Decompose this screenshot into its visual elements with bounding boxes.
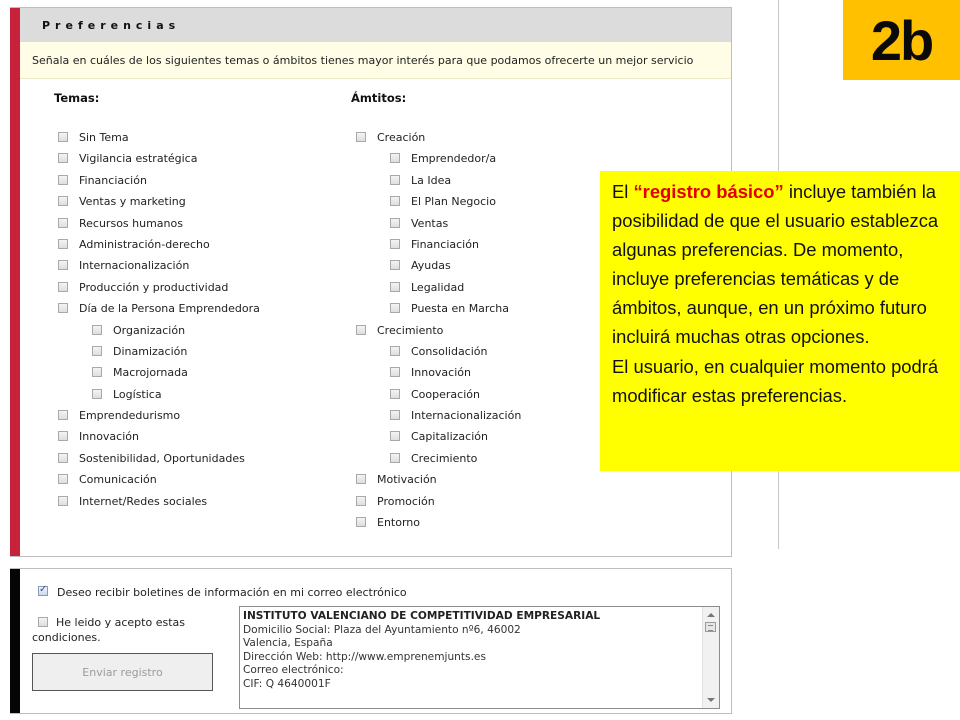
temas-checkbox-label: Sin Tema (79, 131, 129, 144)
explanation-callout (600, 171, 960, 471)
accept-terms-checkbox[interactable] (38, 617, 48, 627)
ambitos-checkbox-item[interactable] (356, 237, 596, 258)
ambitos-checkbox-item[interactable] (356, 216, 596, 237)
callout-paragraph-1 (612, 177, 960, 352)
temas-checkbox-item[interactable] (58, 344, 318, 365)
terms-line: Domicilio Social: Plaza del Ayuntamiento nº6, 46002 (243, 623, 521, 636)
temas-checkbox[interactable] (58, 474, 68, 484)
temas-checkbox-item[interactable] (58, 216, 318, 237)
scroll-thumb[interactable] (705, 622, 716, 632)
ambitos-checkbox[interactable] (356, 517, 366, 527)
temas-checkbox-label: Administración-derecho (79, 237, 210, 251)
ambitos-checkbox-item[interactable] (356, 365, 596, 386)
ambitos-checkbox-label: Puesta en Marcha (411, 302, 509, 316)
temas-checkbox-label: Día de la Persona Emprendedora (79, 302, 260, 316)
ambitos-checkbox-label: Emprendedor/a (411, 152, 497, 166)
temas-checkbox-label: Macrojornada (113, 366, 188, 380)
ambitos-checkbox-item[interactable] (356, 194, 596, 215)
temas-checkbox-label: Dinamización (113, 344, 188, 358)
ambitos-checkbox-label: Internacionalización (411, 409, 522, 423)
ambitos-checkbox[interactable] (390, 453, 400, 463)
accept-terms-option[interactable] (32, 615, 212, 645)
ambitos-checkbox-item[interactable] (356, 301, 596, 322)
ambitos-checkbox[interactable] (390, 431, 400, 441)
ambitos-checkbox-item[interactable] (356, 387, 596, 408)
ambitos-checkbox-item[interactable] (356, 494, 596, 515)
temas-checkbox[interactable] (92, 367, 102, 377)
ambitos-checkbox-item[interactable] (356, 130, 596, 151)
ambitos-checkbox[interactable] (390, 239, 400, 249)
temas-checkbox[interactable] (58, 410, 68, 420)
newsletter-label: Deseo recibir boletines de información en mi correo electrónico (57, 586, 407, 599)
callout-body: incluye también la posibilidad de que el usuario establezca algunas preferencias. De momento, incluye preferencias temáticas y de ámbitos, aunque, en un próximo futuro incluirá muchas otras opciones. (612, 181, 939, 348)
ambitos-checkbox-label: Consolidación (411, 344, 488, 358)
temas-checkbox[interactable] (58, 496, 68, 506)
ambitos-checkbox-item[interactable] (356, 258, 596, 279)
temas-checkbox-label: Logística (113, 387, 162, 401)
preferences-notice (20, 42, 731, 79)
ambitos-checkbox-item[interactable] (356, 280, 596, 301)
temas-checkbox[interactable] (58, 175, 68, 185)
temas-checkbox-list (58, 130, 318, 515)
ambitos-checkbox[interactable] (390, 196, 400, 206)
panel-accent-bar (10, 8, 20, 556)
ambitos-checkbox-item[interactable] (356, 344, 596, 365)
temas-checkbox[interactable] (58, 153, 68, 163)
ambitos-checkbox-label: Ayudas (411, 259, 451, 273)
terms-textarea[interactable] (239, 606, 720, 709)
ambitos-checkbox-item[interactable] (356, 515, 596, 536)
ambitos-checkbox[interactable] (356, 325, 366, 335)
ambitos-checkbox-label: Legalidad (411, 280, 465, 294)
ambitos-checkbox-item[interactable] (356, 323, 596, 344)
terms-line: Valencia, España (243, 637, 333, 650)
ambitos-checkbox-label: Promoción (377, 494, 435, 508)
terms-line: Dirección Web: http://www.emprenemjunts.es (243, 650, 486, 663)
ambitos-checkbox-label: Cooperación (411, 387, 480, 401)
temas-checkbox[interactable] (58, 453, 68, 463)
temas-checkbox-label: Emprendedurismo (79, 409, 181, 423)
ambitos-checkbox-item[interactable] (356, 451, 596, 472)
ambitos-checkbox-list (356, 130, 596, 536)
notice-text: Señala en cuáles de los siguientes temas o ámbitos tienes mayor interés para que podamos ofrecerte un mejor servicio (32, 54, 694, 67)
ambitos-checkbox[interactable] (390, 175, 400, 185)
temas-checkbox-item[interactable] (58, 387, 318, 408)
temas-checkbox-label: Financiación (79, 173, 147, 187)
temas-checkbox-item[interactable] (58, 280, 318, 301)
ambitos-checkbox[interactable] (390, 367, 400, 377)
temas-checkbox-item[interactable] (58, 173, 318, 194)
ambitos-checkbox[interactable] (390, 218, 400, 228)
temas-checkbox-item[interactable] (58, 258, 318, 279)
newsletter-checkbox[interactable] (38, 586, 48, 596)
temas-checkbox[interactable] (58, 282, 68, 292)
terms-line: INSTITUTO VALENCIANO DE COMPETITIVIDAD EMPRESARIAL (243, 610, 601, 622)
temas-checkbox-label: Ventas y marketing (79, 195, 186, 209)
temas-checkbox-item[interactable] (58, 365, 318, 386)
ambitos-checkbox-label: Motivación (377, 473, 437, 487)
temas-checkbox-item[interactable] (58, 408, 318, 429)
ambitos-checkbox-label: Innovación (411, 366, 471, 380)
ambitos-checkbox-item[interactable] (356, 151, 596, 172)
ambitos-checkbox-label: Capitalización (411, 430, 488, 444)
temas-checkbox-item[interactable] (58, 451, 318, 472)
temas-checkbox-item[interactable] (58, 130, 318, 151)
ambitos-checkbox-item[interactable] (356, 472, 596, 493)
panel-header (20, 8, 731, 42)
ambitos-checkbox-label: Creación (377, 131, 426, 144)
temas-checkbox[interactable] (92, 325, 102, 335)
ambitos-checkbox-label: La Idea (411, 173, 452, 187)
ambitos-checkbox-label: Financiación (411, 237, 479, 251)
scroll-down-arrow-icon[interactable] (707, 698, 715, 702)
scroll-up-arrow-icon[interactable] (707, 613, 715, 617)
ambitos-checkbox[interactable] (390, 346, 400, 356)
accept-terms-label: He leido y acepto estas condiciones. (32, 616, 185, 644)
ambitos-heading: Ámtitos: (351, 91, 407, 105)
checkmark-icon: ✓ (39, 584, 48, 595)
ambitos-checkbox[interactable] (390, 389, 400, 399)
temas-heading: Temas: (54, 91, 100, 105)
temas-checkbox-label: Internet/Redes sociales (79, 494, 208, 508)
temas-checkbox[interactable] (58, 239, 68, 249)
ambitos-checkbox-item[interactable] (356, 173, 596, 194)
temas-checkbox-item[interactable] (58, 237, 318, 258)
temas-checkbox-label: Organización (113, 323, 186, 337)
send-registration-button[interactable]: Enviar registro (32, 653, 213, 691)
temas-checkbox[interactable] (58, 132, 68, 142)
temas-checkbox-label: Producción y productividad (79, 280, 229, 294)
temas-checkbox[interactable] (58, 196, 68, 206)
temas-checkbox-label: Internacionalización (79, 259, 190, 273)
temas-checkbox-label: Innovación (79, 430, 139, 444)
callout-intro: El (612, 181, 634, 202)
temas-checkbox-label: Vigilancia estratégica (79, 152, 198, 166)
ambitos-checkbox-item[interactable] (356, 408, 596, 429)
panel-title: Preferencias (42, 19, 181, 32)
ambitos-checkbox-label: Crecimiento (377, 323, 444, 337)
terms-scrollbar[interactable] (702, 607, 719, 708)
ambitos-checkbox-label: Ventas (411, 216, 449, 230)
ambitos-checkbox[interactable] (356, 132, 366, 142)
temas-checkbox[interactable] (92, 346, 102, 356)
temas-checkbox-item[interactable] (58, 194, 318, 215)
slide-number-badge: 2b (843, 0, 960, 80)
temas-checkbox-item[interactable] (58, 494, 318, 515)
ambitos-checkbox[interactable] (356, 474, 366, 484)
temas-checkbox[interactable] (58, 260, 68, 270)
terms-text (243, 610, 600, 692)
ambitos-checkbox-label: Entorno (377, 516, 420, 530)
temas-checkbox-item[interactable] (58, 323, 318, 344)
terms-line: Correo electrónico: (243, 664, 344, 677)
ambitos-checkbox[interactable] (390, 260, 400, 270)
callout-highlight: “registro básico” (633, 181, 784, 202)
ambitos-checkbox-item[interactable] (356, 429, 596, 450)
temas-checkbox-label: Recursos humanos (79, 216, 183, 230)
temas-checkbox-item[interactable] (58, 301, 318, 322)
terms-line: CIF: Q 4640001F (243, 677, 331, 690)
temas-checkbox[interactable] (58, 431, 68, 441)
ambitos-checkbox[interactable] (390, 410, 400, 420)
ambitos-checkbox[interactable] (356, 496, 366, 506)
temas-checkbox[interactable] (58, 218, 68, 228)
callout-paragraph-2: El usuario, en cualquier momento podrá modificar estas preferencias. (612, 355, 939, 406)
submit-panel (10, 568, 732, 714)
temas-checkbox-item[interactable] (58, 429, 318, 450)
ambitos-checkbox[interactable] (390, 282, 400, 292)
temas-checkbox-item[interactable] (58, 151, 318, 172)
ambitos-checkbox[interactable] (390, 303, 400, 313)
panel-accent-bar (10, 569, 20, 713)
temas-checkbox[interactable] (58, 303, 68, 313)
temas-checkbox-item[interactable] (58, 472, 318, 493)
ambitos-checkbox[interactable] (390, 153, 400, 163)
temas-checkbox[interactable] (92, 389, 102, 399)
ambitos-checkbox-label: Crecimiento (411, 451, 478, 465)
temas-checkbox-label: Comunicación (79, 473, 157, 487)
temas-checkbox-label: Sostenibilidad, Oportunidades (79, 451, 245, 465)
ambitos-checkbox-label: El Plan Negocio (411, 195, 496, 209)
